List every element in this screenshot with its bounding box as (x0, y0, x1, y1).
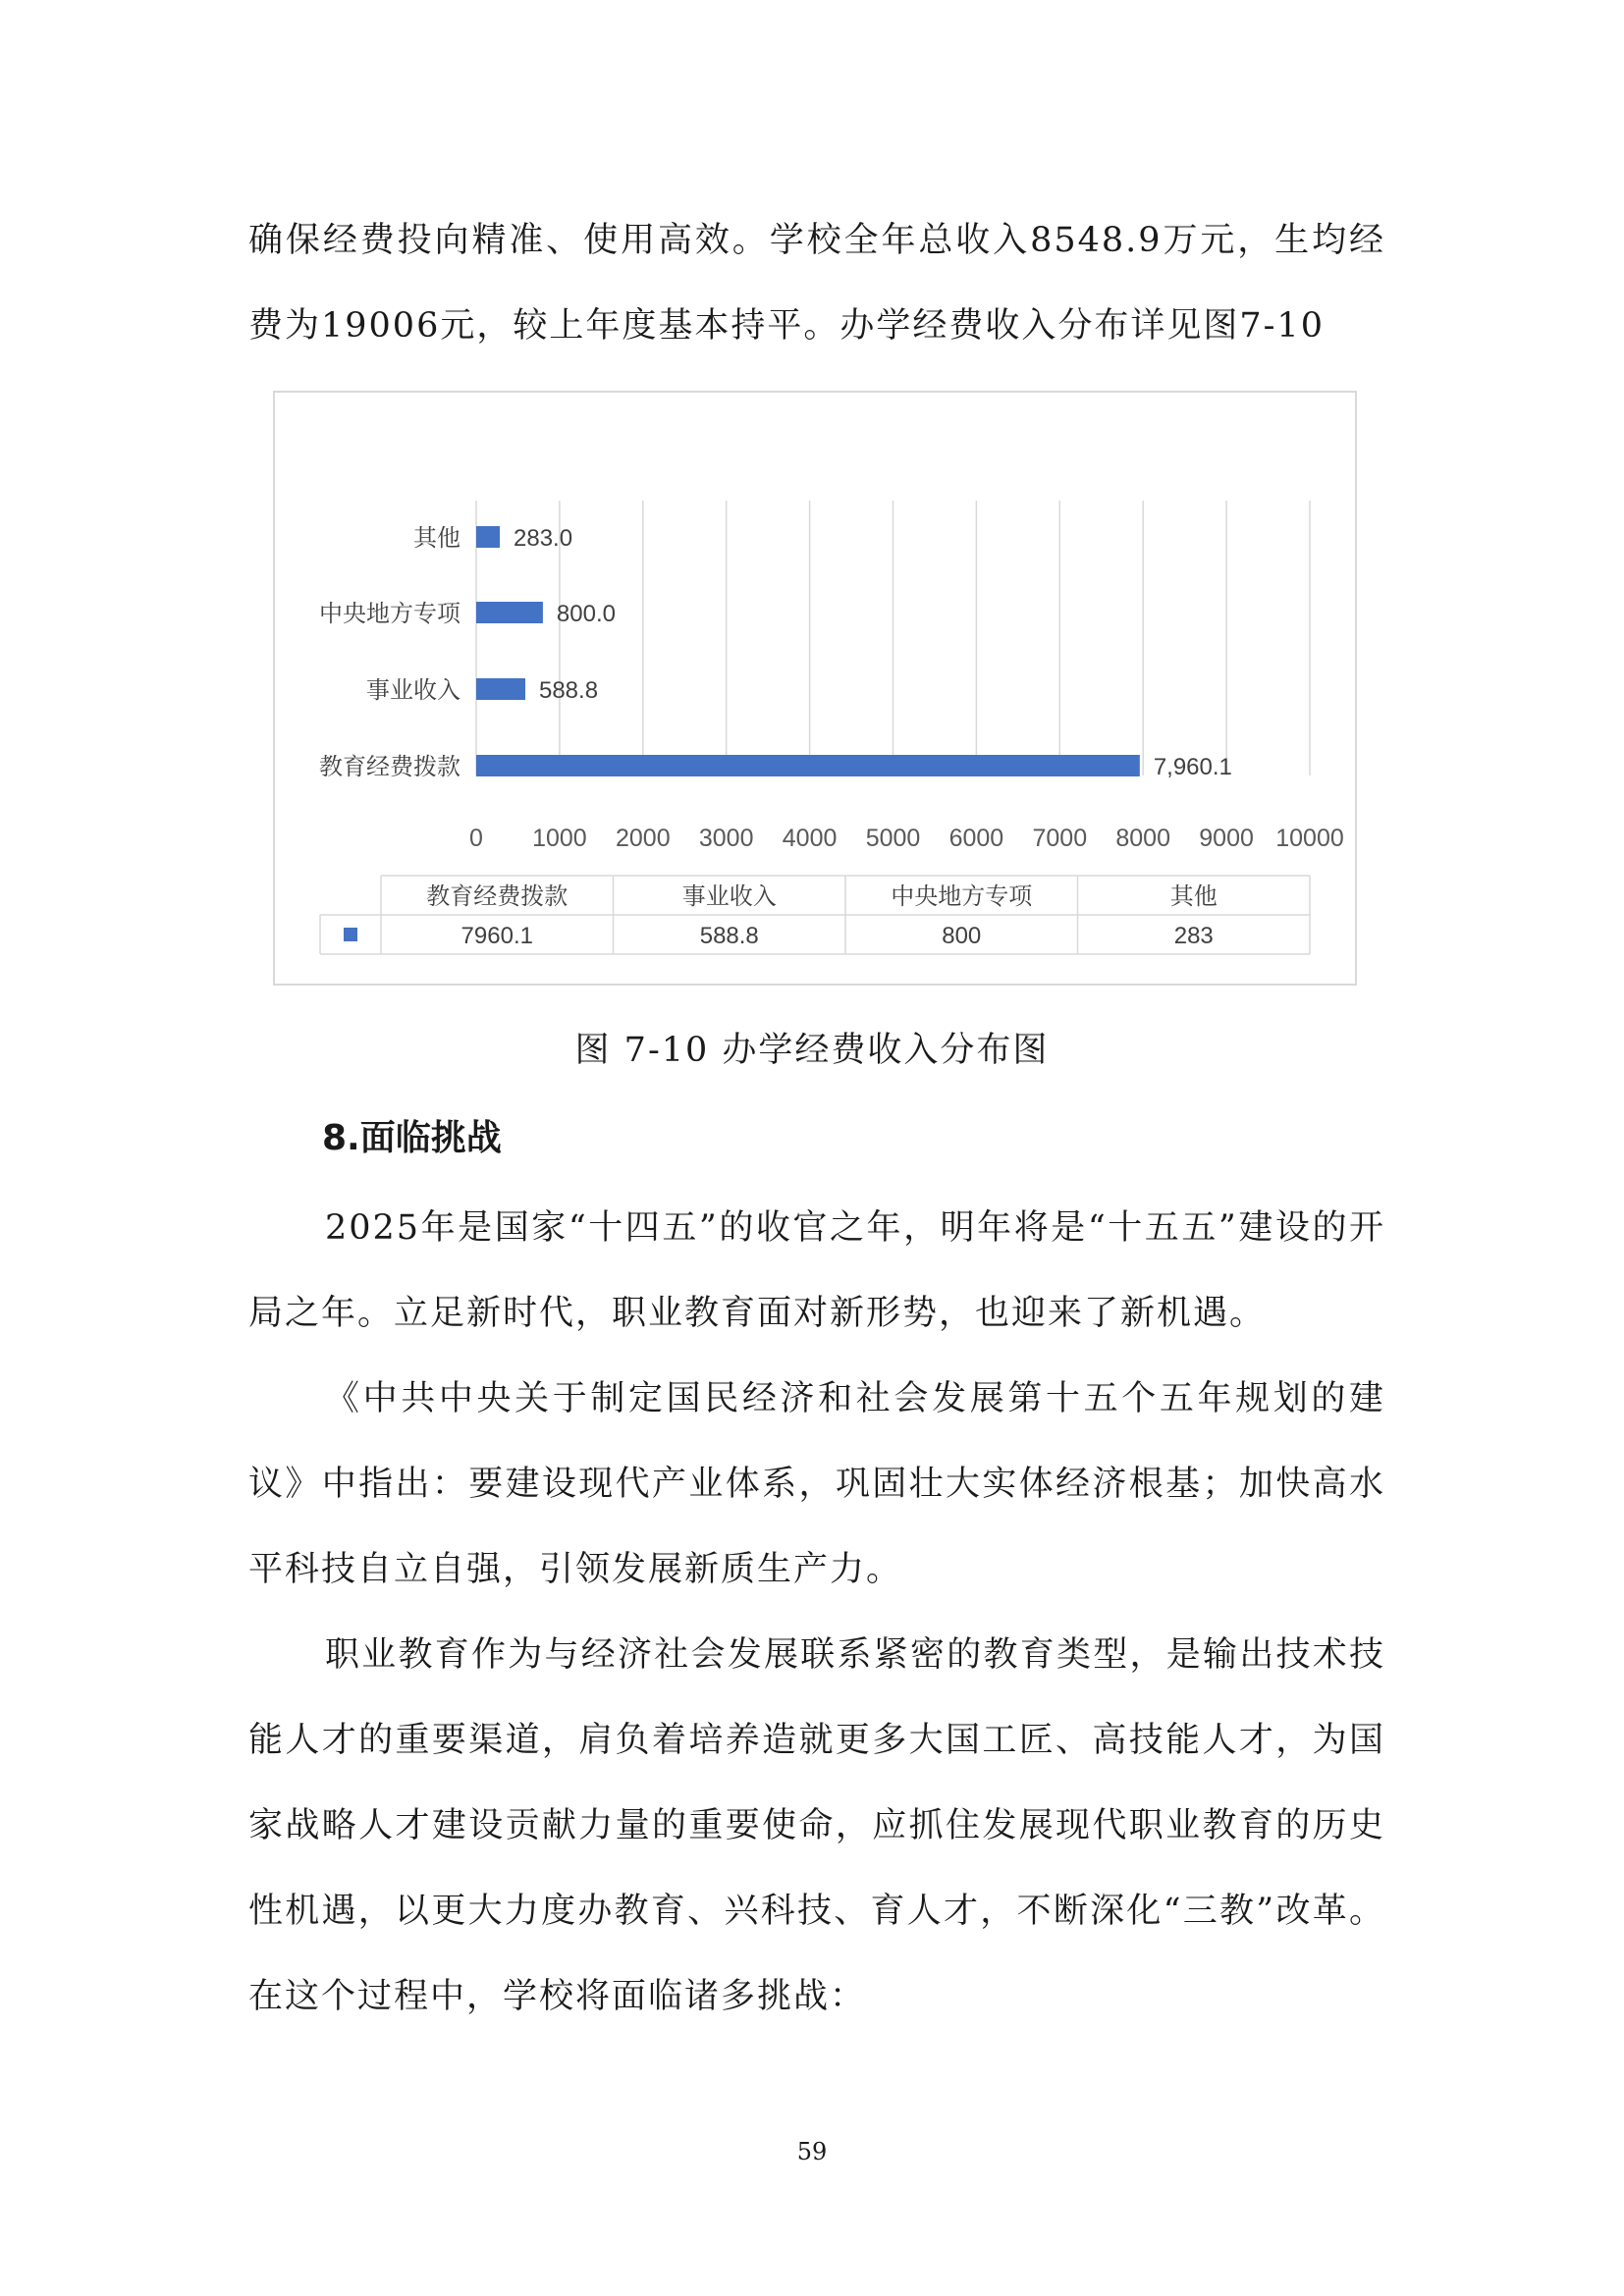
table-cell: 7960.1 (460, 923, 533, 949)
category-label: 事业收入 (366, 677, 460, 704)
chart-gridlines (476, 501, 1310, 775)
page-number: 59 (796, 2138, 828, 2165)
x-tick-label: 0 (469, 825, 483, 852)
x-tick-label: 4000 (782, 825, 838, 852)
category-label: 其他 (413, 525, 460, 552)
bar-0 (476, 526, 500, 548)
chart-labels (319, 525, 1344, 852)
x-tick-label: 1000 (532, 825, 587, 852)
chart-canvas (275, 393, 1355, 984)
table-header: 事业收入 (681, 883, 777, 910)
x-tick-label: 5000 (865, 825, 921, 852)
table-header: 其他 (1169, 883, 1218, 910)
body-paragraph-1: 2025年是国家“十四五”的收官之年，明年将是“十五五”建设的开局之年。立足新时代，职业教育面对新形势，也迎来了新机遇。 (248, 1208, 1385, 1333)
data-label: 588.8 (538, 677, 599, 704)
chart-bars (476, 526, 1140, 776)
x-tick-label: 6000 (948, 825, 1004, 852)
body-paragraph-3: 职业教育作为与经济社会发展联系紧密的教育类型，是输出技术技能人才的重要渠道，肩负着培养造就更多大国工匠、高技能人才，为国家战略人才建设贡献力量的重要使命，应抓住发展现代职业教育的历史性机遇，以更大力度办教育、兴科技、育人才，不断深化“三教”改革。在这个过程中，学校将面临诸多挑战： (248, 1635, 1385, 2016)
intro-paragraph: 确保经费投向精准、使用高效。学校全年总收入8548.9万元，生均经费为19006元，较上年度基本持平。办学经费收入分布详见图7-10 (248, 221, 1385, 346)
table-header: 教育经费拨款 (426, 883, 568, 910)
table-cell: 800 (942, 923, 982, 949)
body-paragraph-2: 《中共中央关于制定国民经济和社会发展第十五个五年规划的建议》中指出：要建设现代产业体系，巩固壮大实体经济根基；加快高水平科技自立自强，引领发展新质生产力。 (248, 1379, 1385, 1589)
x-tick-label: 8000 (1115, 825, 1171, 852)
x-tick-label: 2000 (615, 825, 671, 852)
bar-3 (476, 755, 1140, 776)
bar-1 (476, 602, 543, 623)
data-label: 800.0 (556, 601, 616, 627)
section-heading: 8.面临挑战 (322, 1118, 502, 1158)
x-tick-label: 10000 (1275, 825, 1344, 852)
category-label: 中央地方专项 (319, 601, 460, 627)
data-label: 283.0 (514, 525, 573, 552)
chart-data-table (320, 876, 1310, 954)
table-cell: 283 (1173, 923, 1214, 949)
income-distribution-chart (273, 391, 1357, 986)
x-tick-label: 3000 (698, 825, 754, 852)
table-header: 中央地方专项 (891, 883, 1033, 910)
legend-key (344, 928, 357, 941)
data-label: 7,960.1 (1153, 754, 1232, 780)
category-label: 教育经费拨款 (319, 754, 460, 780)
table-cell: 588.8 (699, 923, 759, 949)
bar-2 (476, 678, 525, 700)
x-tick-label: 7000 (1032, 825, 1088, 852)
x-tick-label: 9000 (1199, 825, 1254, 852)
figure-caption: 图 7-10 办学经费收入分布图 (574, 1031, 1050, 1070)
